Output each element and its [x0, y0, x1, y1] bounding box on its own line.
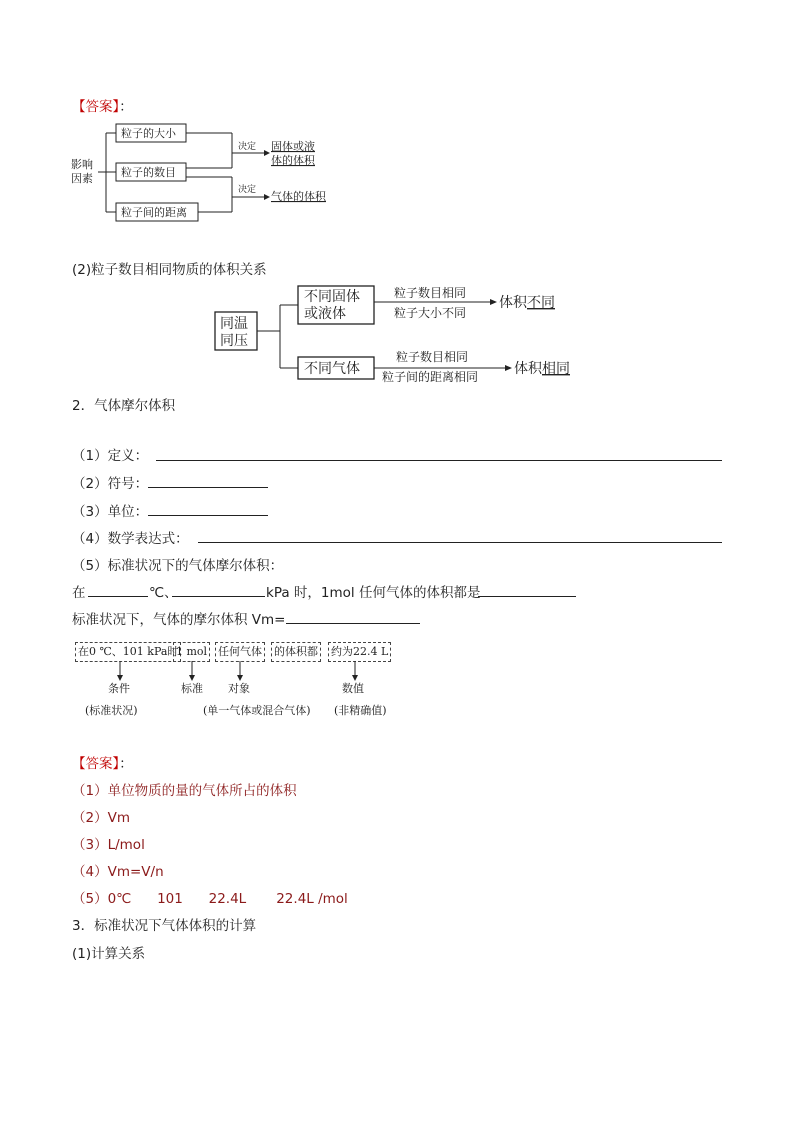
bottom-condition-1: 粒子数目相同 — [396, 350, 469, 364]
q2-symbol: （2）符号： — [72, 476, 149, 492]
sub-calc-relation: (1)计算关系 — [72, 946, 146, 962]
top-result: 体积不同 — [499, 295, 555, 311]
q2-blank[interactable] — [148, 487, 268, 488]
factors-label-2: 因素 — [71, 172, 93, 185]
volume-relation-diagram — [210, 280, 590, 390]
bottom-result: 体积相同 — [514, 361, 570, 377]
factors-label-1: 影响 — [71, 158, 93, 171]
answer-label — [72, 95, 133, 115]
decide-label-2: 决定 — [238, 185, 257, 195]
q3-unit: （3）单位： — [72, 504, 149, 520]
answer-3: （3）L/mol — [72, 837, 145, 853]
factor-count-text: 粒子的数目 — [121, 166, 176, 179]
fill-p3: kPa 时，1mol 任何气体的体积都是 — [266, 585, 481, 601]
fill-p2: ℃、 — [149, 585, 178, 601]
answer-2: （2）Vm — [72, 810, 130, 826]
q5-standard: （5）标准状况下的气体摩尔体积： — [72, 558, 284, 574]
pressure-blank[interactable] — [172, 596, 265, 597]
q3-blank[interactable] — [148, 515, 268, 516]
answer-5: （5）0℃ 101 22.4L 22.4L /mol — [72, 891, 348, 907]
answer-label-text: 【答案】 — [72, 99, 120, 115]
factor-distance-text: 粒子间的距离 — [121, 206, 187, 219]
solid-liquid-line2: 或液体 — [304, 306, 346, 322]
result-solid-liquid-2: 体的体积 — [271, 154, 315, 167]
note-approx: (非精确值) — [334, 704, 387, 717]
cond-box-standard: 在0 ℃、101 kPa时 — [75, 642, 181, 662]
answer-4: （4）Vm=V/n — [72, 864, 164, 880]
result-gas: 气体的体积 — [271, 190, 326, 203]
factors-diagram — [68, 120, 348, 230]
top-condition-1: 粒子数目相同 — [394, 286, 467, 300]
cond-box-volume: 的体积都 — [271, 642, 321, 662]
top-condition-2: 粒子大小不同 — [394, 306, 467, 320]
cond-box-value: 约为22.4 L — [328, 642, 391, 662]
label-condition: 条件 — [108, 682, 130, 695]
q1-blank[interactable] — [156, 460, 722, 461]
fill-p1: 在 — [72, 585, 86, 601]
answer-1: （1）单位物质的量的气体所占的体积 — [72, 783, 297, 799]
volume-blank[interactable] — [478, 596, 576, 597]
note-standard: (标准状况) — [85, 704, 138, 717]
answer-colon: ： — [119, 99, 133, 115]
answer-colon-2: ： — [119, 756, 133, 772]
cond-box-any-gas: 任何气体 — [215, 642, 265, 662]
bottom-condition-2: 粒子间的距离相同 — [382, 370, 479, 384]
note-gas: (单一气体或混合气体) — [203, 704, 311, 717]
cond-box-1mol: 1 mol — [173, 642, 210, 662]
temp-blank[interactable] — [88, 596, 148, 597]
decide-label-1: 决定 — [238, 142, 257, 152]
heading-calculation: 3．标准状况下气体体积的计算 — [72, 918, 257, 934]
vm-line: 标准状况下，气体的摩尔体积 Vm= — [72, 612, 286, 628]
label-standard: 标准 — [181, 682, 203, 695]
heading-molar-volume: 2．气体摩尔体积 — [72, 398, 176, 414]
factor-size-text: 粒子的大小 — [121, 127, 176, 140]
same-tp-line2: 同压 — [220, 333, 248, 349]
vm-blank[interactable] — [286, 623, 420, 624]
q4-blank[interactable] — [198, 542, 722, 543]
solid-liquid-line1: 不同固体 — [304, 289, 360, 305]
section-2-title: (2)粒子数目相同物质的体积关系 — [72, 262, 267, 278]
label-value: 数值 — [342, 682, 364, 695]
label-object: 对象 — [228, 682, 250, 695]
gas-box-text: 不同气体 — [304, 361, 360, 377]
same-tp-line1: 同温 — [220, 316, 248, 332]
answer-label-2-text: 【答案】 — [72, 756, 120, 772]
q1-definition: （1）定义： — [72, 448, 149, 464]
answer-label-2 — [72, 752, 133, 772]
result-solid-liquid-1: 固体或液 — [271, 140, 315, 153]
q4-expression: （4）数学表达式： — [72, 531, 189, 547]
